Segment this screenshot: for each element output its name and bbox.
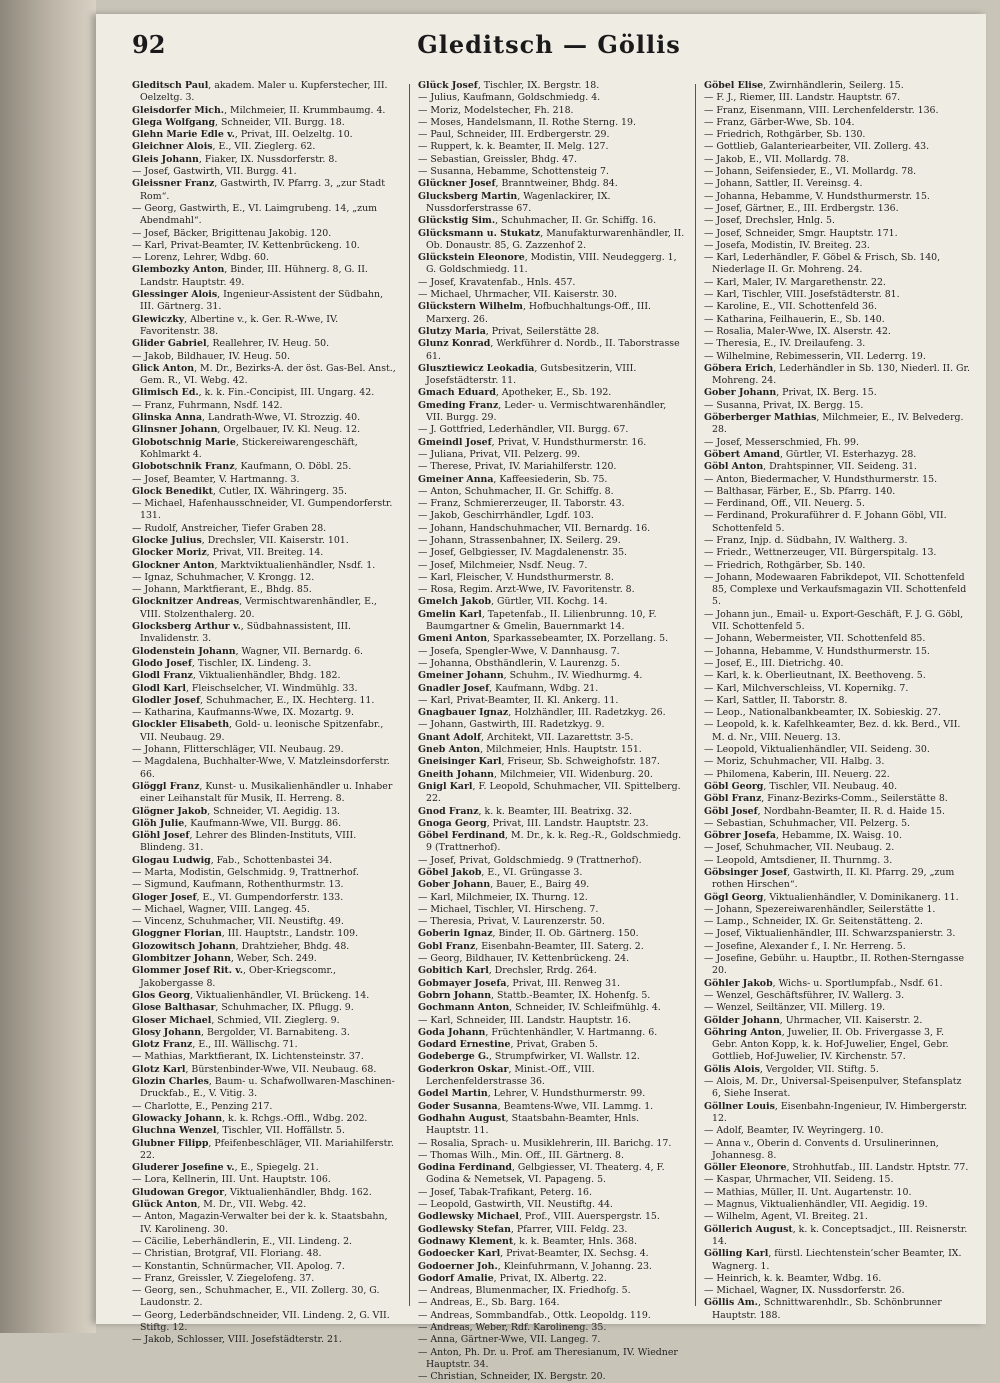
directory-entry: — Jakob, Schlosser, VIII. Josefstädterstr. 21. <box>132 1334 342 1346</box>
directory-entry: — Therese, Privat, IV. Mariahilferstr. 120. <box>418 461 617 473</box>
directory-entry: — Moriz, Schuhmacher, VII. Halbg. 3. <box>704 756 885 768</box>
directory-entry: — Susanna, Hebamme, Schottensteig 7. <box>418 166 609 178</box>
directory-entry: — Johann, Flitterschläger, VII. Neubaug. 29. <box>132 744 344 756</box>
directory-entry: — Josef, Kravatenfab., Hnls. 457. <box>418 276 576 288</box>
directory-entry: — Theresia, E., IV. Dreilaufeng. 3. <box>704 338 866 350</box>
directory-entry: Glöggl Franz, Kunst- u. Musikalienhändler u. Inhaber einer Leihanstalt für Musik, II. Herreng. 8. <box>132 780 393 805</box>
directory-entry: Göbl Josef, Nordbahn-Beamter, II. R. d. Haide 15. <box>704 805 945 817</box>
directory-entry: Göllis Am., Schnittwarenhdlr., Sb. Schönbrunner Hauptstr. 188. <box>704 1297 942 1321</box>
directory-entry: Glodl Karl, Fleischselcher, VI. Windmühlg. 33. <box>132 682 358 694</box>
directory-entry: — Josef, Viktualienhändler, III. Schwarzspanierstr. 3. <box>704 928 956 940</box>
directory-entry: Göbel Elise, Zwirnhändlerin, Seilerg. 15. <box>704 80 904 91</box>
directory-entry: Glücksmann u. Stukatz, Manufakturwarenhändler, II. Ob. Donaustr. 85, G. Zazzenhof 2. <box>418 227 685 251</box>
directory-entry: Gobmayer Josefa, Privat, III. Renweg 31. <box>418 977 621 989</box>
directory-entry: — Leopold, Gastwirth, VII. Neustiftg. 44. <box>418 1199 613 1211</box>
directory-entry: — Georg, sen., Schuhmacher, E., VII. Zollerg. 30, G. Laudonstr. 2. <box>132 1285 380 1309</box>
directory-entry: Gmeding Franz, Leder- u. Vermischtwarenhändler, VII. Burgg. 29. <box>418 399 667 424</box>
column-divider <box>409 84 410 1306</box>
directory-entry: — Michael, Wagner, IX. Nussdorferstr. 26. <box>704 1285 905 1297</box>
directory-entry: — Anna v., Oberin d. Convents d. Ursulinerinnen, Johannesg. 8. <box>704 1137 939 1161</box>
directory-entry: Glowacky Johann, k. k. Rchgs.-Offl., Wdbg. 202. <box>132 1112 368 1124</box>
directory-entry: Glucksberg Martin, Wagenlackirer, IX. Nussdorferstrasse 67. <box>418 190 611 214</box>
directory-entry: Glega Wolfgang, Schneider, VII. Burgg. 18. <box>132 116 345 128</box>
directory-entry: Glinska Anna, Landrath-Wwe, VI. Strozzig. 40. <box>132 412 361 424</box>
directory-entry: — Balthasar, Färber, E., Sb. Pfarrg. 140. <box>704 485 896 497</box>
directory-entry: Glocke Julius, Drechsler, VII. Kaiserstr. 101. <box>132 534 349 546</box>
directory-entry: Gögl Georg, Viktualienhändler, V. Dominikanerg. 11. <box>704 891 959 903</box>
directory-entry: Göbl Georg, Tischler, VII. Neubaug. 40. <box>704 780 898 792</box>
directory-entry: — Josef, Privat, Goldschmiedg. 9 (Trattnerhof). <box>418 854 642 866</box>
directory-entry: — Karl, Privat-Beamter, IV. Kettenbrückeng. 10. <box>132 239 360 251</box>
directory-entry: — Rosalia, Sprach- u. Musiklehrerin, III. Barichg. 17. <box>418 1137 672 1149</box>
directory-entry: Glocker Moriz, Privat, VII. Breiteg. 14. <box>132 547 324 559</box>
directory-entry: Glewiczky, Albertine v., k. Ger. R.-Wwe, IV. Favoritenstr. 38. <box>132 313 339 337</box>
directory-entry: Glodler Josef, Schuhmacher, E., IX. Hechterg. 11. <box>132 694 375 706</box>
directory-entry: Glommer Josef Rit. v., Ober-Kriegscomr., Jakobergasse 8. <box>132 965 336 989</box>
directory-entry: Glutzy Maria, Privat, Seilerstätte 28. <box>418 325 600 337</box>
directory-entry: — Vincenz, Schuhmacher, VII. Neustiftg. 49. <box>132 916 344 928</box>
directory-entry: — Josef, Schneider, Smgr. Hauptstr. 171. <box>704 227 898 239</box>
directory-entry: Glehn Marie Edle v., Privat, III. Oelzeltg. 10. <box>132 129 353 141</box>
directory-entry: Glosy Johann, Bergolder, VI. Barnabiteng. 3. <box>132 1026 350 1038</box>
directory-entry: — Friedr., Wettnerzeuger, VII. Bürgerspitalg. 13. <box>704 547 937 559</box>
directory-entry: — Karl, Milchverschleiss, VI. Kopernikg. 7. <box>704 682 909 694</box>
directory-entry: — Michael, Wagner, VIII. Langeg. 45. <box>132 903 310 915</box>
directory-entry: Gleisdorfer Mich., Milchmeier, II. Krummbaumg. 4. <box>132 104 386 116</box>
directory-entry: — Wilhelmine, Rebimesserin, VII. Lederrg. 19. <box>704 350 926 362</box>
directory-entry: — Wenzel, Geschäftsführer, IV. Wallerg. 3. <box>704 989 905 1001</box>
directory-entry: — Heinrich, k. k. Beamter, Wdbg. 16. <box>704 1272 882 1284</box>
directory-entry: — Kaspar, Uhrmacher, VII. Seideng. 15. <box>704 1174 894 1186</box>
directory-entry: — Karl, Sattler, II. Taborstr. 8. <box>704 694 848 706</box>
directory-entry: — Mathias, Marktfierant, IX. Lichtensteinstr. 37. <box>132 1051 364 1063</box>
directory-entry: — Theresia, Privat, V. Laurenzerstr. 50. <box>418 916 605 928</box>
directory-entry: Glotz Franz, E., III. Wällischg. 71. <box>132 1039 298 1051</box>
directory-entry: — Moriz, Modelstecher, Fh. 218. <box>418 104 574 116</box>
directory-entry: — Jakob, Bildhauer, IV. Heug. 50. <box>132 350 290 362</box>
directory-entry: Glockler Elisabeth, Gold- u. leonische Spitzenfabr., VII. Neubaug. 29. <box>132 719 384 743</box>
directory-entry: — Andreas, Sommbandfab., Ottk. Leopoldg. 119. <box>418 1309 651 1321</box>
directory-entry: — Philomena, Kaberin, III. Neuerg. 22. <box>704 768 890 780</box>
directory-entry: Göbera Erich, Lederhändler in Sb. 130, Niederl. II. Gr. Mohreng. 24. <box>704 362 970 387</box>
directory-entry: — Cäcilie, Leberhändlerin, E., VII. Lindeng. 2. <box>132 1235 353 1247</box>
directory-entry: Gobl Franz, Eisenbahn-Beamter, III. Saterg. 2. <box>418 940 644 952</box>
directory-entry: Gluderer Josefine v., E., Spiegelg. 21. <box>132 1162 319 1174</box>
directory-entry: Göbel Jakob, E., VI. Grüngasse 3. <box>418 867 583 878</box>
page-title: Gleditsch — Göllis <box>417 30 681 59</box>
directory-entry: Göbl Franz, Finanz-Bezirks-Comm., Seilerstätte 8. <box>704 793 948 805</box>
directory-entry: Godoerner Joh., Kleinfuhrmann, V. Johanng. 23. <box>418 1260 652 1272</box>
directory-entry: Gölder Johann, Uhrmacher, VII. Kaiserstr. 2. <box>704 1014 923 1026</box>
directory-entry: Gleissner Franz, Gastwirth, IV. Pfarrg. 3, „zur Stadt Rom“. <box>132 178 386 202</box>
directory-entry: Göhring Anton, Juwelier, II. Ob. Frivergasse 3, F. Gebr. Anton Kopp, k. k. Hof-Juwelier, Engel, Gebr. Gottlieb, Hof-Juwelier, IV. Kirchenstr. 57. <box>704 1026 949 1063</box>
directory-entry: Glückstern Wilhelm, Hofbuchhaltungs-Off., III. Marxerg. 26. <box>418 301 652 325</box>
directory-entry: Glodenstein Johann, Wagner, VII. Bernardg. 6. <box>132 645 364 657</box>
directory-entry: — Lamp., Schneider, IX. Gr. Seitenstätteng. 2. <box>704 916 924 928</box>
directory-entry: Gleis Johann, Fiaker, IX. Nussdorferstr. 8. <box>132 153 338 165</box>
directory-entry: Gmeiner Anna, Kaffeesiederin, Sb. 75. <box>418 473 608 485</box>
page-number: 92 <box>132 30 166 59</box>
directory-entry: Gneb Anton, Milchmeier, Hnls. Hauptstr. 151. <box>418 744 642 756</box>
directory-entry: Gmach Eduard, Apotheker, E., Sb. 192. <box>418 387 612 399</box>
directory-entry: Glückstein Eleonore, Modistin, VIII. Neudeggerg. 1, G. Goldschmiedg. 11. <box>418 252 677 276</box>
directory-entry: Gloser Michael, Schmied, VII. Zieglerg. 9. <box>132 1014 340 1026</box>
directory-entry: — Michael, Hafenhausschneider, VI. Gumpendorferstr. 131. <box>132 498 393 522</box>
directory-entry: Godard Ernestine, Privat, Graben 5. <box>418 1039 598 1051</box>
directory-entry: Göllerich August, k. k. Conceptsadjct., III. Reisnerstr. 14. <box>704 1223 968 1247</box>
directory-entry: Gober Johann, Bauer, E., Bairg 49. <box>418 879 590 891</box>
directory-entry: — Johann jun., Email- u. Export-Geschäft, F. J. G. Göbl, VII. Schottenfeld 5. <box>704 608 964 633</box>
column-left <box>132 80 400 1346</box>
directory-entry: Glück Josef, Tischler, IX. Bergstr. 18. <box>418 80 600 91</box>
directory-entry: Glimisch Ed., k. k. Fin.-Concipist, III. Ungarg. 42. <box>132 387 375 399</box>
directory-entry: Göbrer Josefa, Hebamme, IX. Waisg. 10. <box>704 830 902 842</box>
directory-entry: Gmeindl Josef, Privat, V. Hundsthurmerstr. 16. <box>418 436 647 448</box>
directory-entry: — Karl, Lederhändler, F. Göbel & Frisch, Sb. 140, Niederlage II. Gr. Mohreng. 24. <box>704 252 941 276</box>
directory-entry: — Karl, Fleischer, V. Hundsthurmerstr. 8. <box>418 571 614 583</box>
directory-entry: — Karl, Privat-Beamter, II. Kl. Ankerg. 11. <box>418 694 619 706</box>
directory-entry: — Johann, Marktfierant, E., Bhdg. 85. <box>132 584 312 596</box>
directory-entry: — Josef, Messerschmied, Fh. 99. <box>704 436 859 448</box>
directory-entry: — Georg, Lederbändschneider, VII. Lindeng. 2, G. VII. Stiftg. 12. <box>132 1309 390 1333</box>
directory-entry: — Mathias, Müller, II. Unt. Augartenstr. 10. <box>704 1186 912 1198</box>
directory-entry: — Friedrich, Rothgärber, Sb. 140. <box>704 559 866 571</box>
directory-entry: — Marta, Modistin, Gelschmidg. 9, Trattnerhof. <box>132 867 359 878</box>
directory-entry: Gnod Franz, k. k. Beamter, III. Beatrixg. 32. <box>418 805 632 817</box>
directory-entry: — Michael, Tischler, VI. Hirscheng. 7. <box>418 903 599 915</box>
directory-entry: — Leopold, k. k. Kafelhkeamter, Bez. d. kk. Berd., VII. M. d. Nr., VIII. Neuerg. 13. <box>704 719 961 743</box>
directory-entry: Glock Benedikt, Cutler, IX. Währingerg. 35. <box>132 485 348 497</box>
directory-entry: Glunz Konrad, Werkführer d. Nordb., II. Taborstrasse 61. <box>418 338 680 362</box>
directory-entry: Göbert Amand, Gürtler, VI. Esterhazyg. 28. <box>704 448 917 460</box>
directory-entry: — Josef, Gärtner, E., III. Erdbergstr. 136. <box>704 202 899 214</box>
directory-entry: — Johanna, Hebamme, V. Hundsthurmerstr. 15. <box>704 190 930 202</box>
directory-entry: — Josef, Schuhmacher, VII. Neubaug. 2. <box>704 842 895 854</box>
directory-entry: — Ferdinand, Prokuraführer d. F. Johann Göbl, VII. Schottenfeld 5. <box>704 510 947 534</box>
directory-entry: Globotschnik Franz, Kaufmann, O. Döbl. 25. <box>132 461 352 473</box>
directory-entry: Glotz Karl, Bürstenbinder-Wwe, VII. Neubaug. 68. <box>132 1063 377 1075</box>
directory-entry: — Johann, Spezereiwarenhändler, Seilerstätte 1. <box>704 903 936 915</box>
directory-entry: — Josef, Gelbgiesser, IV. Magdalenenstr. 35. <box>418 547 628 559</box>
directory-entry: — Charlotte, E., Penzing 217. <box>132 1100 273 1112</box>
directory-entry: Glessinger Alois, Ingenieur-Assistent der Südbahn, III. Gärtnerg. 31. <box>132 289 384 313</box>
directory-entry: Glocksberg Arthur v., Südbahnassistent, III. Invalidenstr. 3. <box>132 621 352 645</box>
directory-entry: — Leop., Nationalbankbeamter, IX. Sobieskig. 27. <box>704 707 941 719</box>
directory-entry: — Josef, E., III. Dietrichg. 40. <box>704 657 844 669</box>
directory-entry: — Leopold, Amtsdiener, II. Thurnmg. 3. <box>704 854 893 866</box>
directory-entry: Glodo Josef, Tischler, IX. Lindeng. 3. <box>132 657 312 669</box>
directory-entry: — Christian, Brotgraf, VII. Floriang. 48. <box>132 1248 322 1260</box>
directory-entry: Gluchna Wenzel, Tischler, VII. Hoffällstr. 5. <box>132 1125 345 1137</box>
directory-entry: — Georg, Gastwirth, E., VI. Laimgrubeng. 14, „zum Abendmahl“. <box>132 202 378 227</box>
directory-entry: — Lorenz, Lehrer, Wdbg. 60. <box>132 252 269 264</box>
directory-entry: — Michael, Uhrmacher, VII. Kaiserstr. 30. <box>418 289 617 301</box>
directory-entry: Glöhl Josef, Lehrer des Blinden-Instituts, VIII. Blindeng. 31. <box>132 830 357 854</box>
directory-entry: — F. J., Riemer, III. Landstr. Hauptstr. 67. <box>704 92 901 104</box>
directory-entry: Glider Gabriel, Reallehrer, IV. Heug. 50. <box>132 338 330 350</box>
column-divider <box>695 84 696 1306</box>
directory-entry: Glückstig Sim., Schuhmacher, II. Gr. Schiffg. 16. <box>418 215 657 227</box>
page-header <box>132 30 966 66</box>
directory-entry: — Sebastian, Greissler, Bhdg. 47. <box>418 153 577 165</box>
directory-entry: Göbsinger Josef, Gastwirth, II. Kl. Pfarrg. 29, „zum rothen Hirschen“. <box>704 867 955 891</box>
directory-entry: Gmeiner Johann, Schuhm., IV. Wiedhurmg. 4. <box>418 670 643 682</box>
directory-entry: Goberin Ignaz, Binder, II. Ob. Gärtnerg. 150. <box>418 928 639 940</box>
directory-entry: — Anton, Ph. Dr. u. Prof. am Theresianum, IV. Wiedner Hauptstr. 34. <box>418 1346 678 1370</box>
directory-entry: — Franz, Eisenmann, VIII. Lerchenfelderstr. 136. <box>704 104 939 116</box>
directory-entry: — Josefine, Gebühr. u. Hauptbr., II. Rothen-Sterngasse 20. <box>704 953 965 977</box>
entry-columns <box>132 80 972 1383</box>
directory-entry: Göberberger Mathias, Milchmeier, E., IV. Belvederg. 28. <box>704 412 964 436</box>
directory-entry: — Johanna, Hebamme, V. Hundsthurmerstr. 15. <box>704 645 930 657</box>
directory-entry: — Josef, Milchmeier, Nsdf. Neug. 7. <box>418 559 588 571</box>
directory-entry: Gober Johann, Privat, IX. Berg. 15. <box>704 387 877 399</box>
directory-entry: — Julius, Kaufmann, Goldschmiedg. 4. <box>418 92 601 104</box>
directory-entry: — Josef, Beamter, V. Hartmanng. 3. <box>132 473 300 485</box>
directory-entry: — Franz, Greissler, V. Ziegelofeng. 37. <box>132 1272 315 1284</box>
directory-entry: — Susanna, Privat, IX. Bergg. 15. <box>704 399 864 411</box>
directory-entry: Gnadler Josef, Kaufmann, Wdbg. 21. <box>418 682 599 694</box>
directory-entry: — Johann, Modewaaren Fabrikdepot, VII. Schottenfeld 85, Complexe und Verkaufsmagazin VII. Schottenfeld 5. <box>704 571 967 608</box>
directory-entry: — Andreas, Weber, Rdf. Karolineng. 35. <box>418 1321 607 1333</box>
directory-entry: — Katharina, Kaufmanns-Wwe, IX. Mozartg. 9. <box>132 707 354 719</box>
directory-entry: — Sigmund, Kaufmann, Rothenthurmstr. 13. <box>132 879 344 891</box>
directory-entry: — Josefa, Spengler-Wwe, V. Dannhausg. 7. <box>418 645 620 657</box>
directory-entry: Gleichner Alois, E., VII. Zieglerg. 62. <box>132 141 316 153</box>
directory-entry: — Moses, Handelsmann, II. Rothe Sterng. 19. <box>418 116 636 128</box>
directory-entry: — Franz, Fuhrmann, Nsdf. 142. <box>132 399 283 411</box>
directory-entry: — Johann, Sattler, II. Vereinsg. 4. <box>704 178 863 190</box>
directory-entry: Goda Johann, Früchtenhändler, V. Hartmanng. 6. <box>418 1026 658 1038</box>
directory-entry: Glubner Filipp, Pfeifenbeschläger, VII. Mariahilferstr. 22. <box>132 1137 394 1161</box>
directory-entry: Godhahn August, Staatsbahn-Beamter, Hnls. Hauptstr. 11. <box>418 1112 640 1137</box>
directory-entry: Gobrn Johann, Stattb.-Beamter, IX. Hohenfg. 5. <box>418 989 651 1001</box>
directory-entry: Gölling Karl, fürstl. Liechtenstein’scher Beamter, IX. Wagnerg. 1. <box>704 1248 962 1272</box>
column-right <box>704 80 972 1321</box>
directory-entry: — Johann, Webermeister, VII. Schottenfeld 85. <box>704 633 926 645</box>
book-spine-edge <box>0 0 96 1333</box>
directory-entry: — Wilhelm, Agent, VI. Breiteg. 21. <box>704 1211 868 1223</box>
directory-entry: Glinsner Johann, Orgelbauer, IV. Kl. Neug. 12. <box>132 424 361 436</box>
directory-entry: Glodl Franz, Viktualienhändler, Bhdg. 182. <box>132 670 341 682</box>
directory-entry: Gochmann Anton, Schneider, IV. Schleifmühlg. 4. <box>418 1002 661 1014</box>
directory-entry: — Karl, Milchmeier, IX. Thurng. 12. <box>418 891 588 903</box>
directory-entry: — Johann, Strassenbahner, IX. Seilerg. 29. <box>418 534 621 546</box>
directory-entry: — Anton, Magazin-Verwalter bei der k. k. Staatsbahn, IV. Karolineng. 30. <box>132 1211 388 1235</box>
directory-entry: — Josef, Gastwirth, VII. Burgg. 41. <box>132 166 297 178</box>
directory-entry: Gloggner Florian, III. Hauptstr., Landstr. 109. <box>132 928 359 940</box>
directory-entry: — Karoline, E., VII. Schottenfeld 36. <box>704 301 877 313</box>
directory-entry: Glockner Anton, Marktviktualienhändler, Nsdf. 1. <box>132 559 376 571</box>
directory-entry: Glose Balthasar, Schuhmacher, IX. Pflugg. 9. <box>132 1002 354 1014</box>
directory-entry: Godel Martin, Lehrer, V. Hundsthurmerstr. 99. <box>418 1088 646 1100</box>
directory-entry: — Anna, Gärtner-Wwe, VII. Langeg. 7. <box>418 1334 601 1346</box>
directory-entry: — Wenzel, Seiltänzer, VII. Millerg. 19. <box>704 1002 886 1014</box>
directory-entry: — Sebastian, Schuhmacher, VII. Pelzerg. 5. <box>704 817 911 829</box>
directory-entry: Glozowitsch Johann, Drahtzieher, Bhdg. 48. <box>132 940 350 952</box>
directory-entry: — Ferdinand, Off., VII. Neuerg. 5. <box>704 498 865 510</box>
directory-entry: Gnigl Karl, F. Leopold, Schuhmacher, VII. Spittelberg. 22. <box>418 780 681 805</box>
directory-entry: — Georg, Bildhauer, IV. Kettenbrückeng. 24. <box>418 953 630 965</box>
directory-entry: — Josef, Drechsler, Hnlg. 5. <box>704 215 835 227</box>
directory-entry: Gludowan Gregor, Viktualienhändler, Bhdg. 162. <box>132 1186 372 1198</box>
directory-entry: — Alois, M. Dr., Universal-Speisenpulver, Stefansplatz 6, Siehe Inserat. <box>704 1076 962 1100</box>
directory-entry: Gmeni Anton, Sparkassebeamter, IX. Porzellang. 5. <box>418 633 669 645</box>
directory-entry: — Andreas, E., Sb. Barg. 164. <box>418 1297 560 1309</box>
directory-entry: — Karl, k. k. Oberlieutnant, IX. Beethoveng. 5. <box>704 670 926 682</box>
directory-entry: — Karl, Maler, IV. Margarethenstr. 22. <box>704 276 886 288</box>
directory-entry: — Josef, Tabak-Trafikant, Peterg. 16. <box>418 1186 592 1198</box>
directory-entry: — Christian, Schneider, IX. Bergstr. 20. <box>418 1371 606 1383</box>
directory-entry: Globotschnig Marie, Stickereiwarengeschäft, Kohlmarkt 4. <box>132 436 358 460</box>
directory-entry: Glusztiewicz Leokadia, Gutsbesitzerin, VIII. Josefstädterstr. 11. <box>418 362 637 387</box>
directory-entry: — Josefa, Modistin, IV. Breiteg. 23. <box>704 239 870 251</box>
directory-entry: — Gottlieb, Galanteriearbeiter, VII. Zollerg. 43. <box>704 141 930 153</box>
directory-entry: — Ignaz, Schuhmacher, V. Krongg. 12. <box>132 571 315 583</box>
directory-entry: — Johann, Seifensieder, E., VI. Mollardg. 78. <box>704 166 917 178</box>
directory-entry: Glocknitzer Andreas, Vermischtwarenhändler, E., VIII. Stolzenthalerg. 20. <box>132 596 377 620</box>
directory-entry: Glückner Josef, Branntweiner, Bhdg. 84. <box>418 178 618 190</box>
directory-entry: Göbel Ferdinand, M. Dr., k. k. Reg.-R., Goldschmiedg. 9 (Trattnerhof). <box>418 830 682 854</box>
directory-entry: Glick Anton, M. Dr., Bezirks-A. der öst. Gas-Bel. Anst., Gem. R., VI. Webg. 42. <box>132 362 396 387</box>
directory-entry: Göhler Jakob, Wichs- u. Sportlumpfab., Nsdf. 61. <box>704 977 943 989</box>
directory-entry: Gmelin Karl, Tapetenfab., II. Lilienbrunng. 10, F. Baumgartner & Gmelin, Bauernmarkt 14. <box>418 608 657 633</box>
directory-entry: Glombitzer Johann, Weber, Sch. 249. <box>132 953 317 965</box>
directory-entry: — Josef, Bäcker, Brigittenau Jakobig. 120. <box>132 227 332 239</box>
directory-entry: Glogau Ludwig, Fab., Schottenbastei 34. <box>132 854 333 866</box>
directory-entry: — Johann, Gastwirth, III. Radetzkyg. 9. <box>418 719 605 731</box>
directory-entry: Gnoga Georg, Privat, III. Landstr. Hauptstr. 23. <box>418 817 649 829</box>
directory-entry: Goderkron Oskar, Minist.-Off., VIII. Lerchenfelderstrasse 36. <box>418 1063 595 1088</box>
directory-entry: Godnawy Klement, k. k. Beamter, Hnls. 368. <box>418 1235 637 1247</box>
directory-entry: Gneisinger Karl, Friseur, Sb. Schweighofstr. 187. <box>418 756 660 768</box>
directory-entry: Gneith Johann, Milchmeier, VII. Widenburg. 20. <box>418 768 653 780</box>
directory-entry: — Jakob, Geschirrhändler, Lgdf. 103. <box>418 510 594 522</box>
directory-entry: — Rudolf, Anstreicher, Tiefer Graben 28. <box>132 522 327 534</box>
directory-entry: — Magdalena, Buchhalter-Wwe, V. Matzleinsdorferstr. 66. <box>132 756 390 780</box>
directory-entry: — Katharina, Feilhauerin, E., Sb. 140. <box>704 313 885 325</box>
directory-entry: Gloger Josef, E., VI. Gumpendorferstr. 133. <box>132 891 344 903</box>
directory-entry: Gnagbauer Ignaz, Holzhändler, III. Radetzkyg. 26. <box>418 707 666 719</box>
directory-entry: — Paul, Schneider, III. Erdbergerstr. 29. <box>418 129 610 141</box>
directory-entry: Gleditsch Paul, akadem. Maler u. Kupferstecher, III. Oelzeltg. 3. <box>132 80 388 104</box>
directory-entry: — Lora, Kellnerin, III. Unt. Hauptstr. 106. <box>132 1174 331 1186</box>
directory-entry: Gölis Alois, Vergolder, VII. Stiftg. 5. <box>704 1063 879 1075</box>
directory-entry: — Anton, Biedermacher, V. Hundsthurmerstr. 15. <box>704 473 938 485</box>
directory-entry: — Adolf, Beamter, IV. Weyringerg. 10. <box>704 1125 884 1137</box>
directory-entry: Godorf Amalie, Privat, IX. Albertg. 22. <box>418 1272 607 1284</box>
directory-entry: Gmelch Jakob, Gürtler, VII. Kochg. 14. <box>418 596 608 608</box>
directory-entry: — Rosa, Regim. Arzt-Wwe, IV. Favoritenstr. 8. <box>418 584 635 596</box>
directory-entry: Göbl Anton, Drahtspinner, VII. Seideng. 31. <box>704 461 917 473</box>
directory-entry: — Johanna, Obsthändlerin, V. Laurenzg. 5. <box>418 657 620 669</box>
directory-entry: — Anton, Schuhmacher, II. Gr. Schiffg. 8. <box>418 485 614 497</box>
directory-entry: — Leopold, Viktualienhändler, VII. Seideng. 30. <box>704 744 930 756</box>
directory-entry: — J. Gottfried, Lederhändler, VII. Burgg. 67. <box>418 424 629 436</box>
directory-entry: Glögner Jakob, Schneider, VI. Aegidig. 13. <box>132 805 341 817</box>
directory-entry: Glembozky Anton, Binder, III. Hühnerg. 8, G. II. Landstr. Hauptstr. 49. <box>132 264 368 288</box>
directory-entry: Glück Anton, M. Dr., VII. Webg. 42. <box>132 1199 307 1211</box>
directory-entry: — Friedrich, Rothgärber, Sb. 130. <box>704 129 866 141</box>
directory-entry: Godina Ferdinand, Gelbgiesser, VI. Theaterg. 4, F. Godina & Nemetsek, VI. Papageng. 5. <box>418 1162 665 1186</box>
directory-entry: — Johann, Handschuhmacher, VII. Bernardg. 16. <box>418 522 651 534</box>
directory-entry: — Andreas, Blumenmacher, IX. Friedhofg. 5. <box>418 1285 631 1297</box>
directory-entry: Gnant Adolf, Architekt, VII. Lazarettstr. 3-5. <box>418 731 634 743</box>
directory-entry: Glozin Charles, Baum- u. Schafwollwaren-Maschinen-Druckfab., E., V. Vitig. 3. <box>132 1076 395 1100</box>
directory-entry: Godlewsky Stefan, Pfarrer, VIII. Feldg. 23. <box>418 1223 628 1235</box>
directory-entry: — Franz, Injp. d. Südbahn, IV. Waltherg. 3. <box>704 534 908 546</box>
directory-entry: — Karl, Tischler, VIII. Josefstädterstr. 81. <box>704 289 900 301</box>
directory-entry: Göllner Louis, Eisenbahn-Ingenieur, IV. Himbergerstr. 12. <box>704 1100 968 1124</box>
directory-entry: — Ruppert, k. k. Beamter, II. Melg. 127. <box>418 141 609 153</box>
directory-page <box>96 14 986 1383</box>
column-middle <box>418 80 686 1383</box>
directory-entry: — Franz, Gärber-Wwe, Sb. 104. <box>704 116 855 128</box>
directory-entry: Gobitich Karl, Drechsler, Rrdg. 264. <box>418 965 597 977</box>
directory-entry: Godlewsky Michael, Prof., VIII. Auerspergstr. 15. <box>418 1211 660 1223</box>
directory-entry: Godoecker Karl, Privat-Beamter, IX. Sechsg. 4. <box>418 1248 649 1260</box>
directory-entry: Göller Eleonore, Strohhutfab., III. Landstr. Hptstr. 77. <box>704 1162 969 1174</box>
directory-entry: — Franz, Schmiererzeuger, II. Taborstr. 43. <box>418 498 625 510</box>
directory-entry: — Juliana, Privat, VII. Pelzerg. 99. <box>418 448 581 460</box>
directory-entry: Glöh Julie, Kaufmann-Wwe, VII. Burgg. 86. <box>132 817 342 829</box>
directory-entry: Glos Georg, Viktualienhändler, VI. Brückeng. 14. <box>132 989 370 1001</box>
directory-entry: Goder Susanna, Beamtens-Wwe, VII. Lammg. 1. <box>418 1100 654 1112</box>
directory-entry: — Konstantin, Schnürmacher, VII. Apolog. 7. <box>132 1260 345 1272</box>
directory-entry: — Magnus, Viktualienhändler, VII. Aegidig. 19. <box>704 1199 928 1211</box>
directory-entry: — Jakob, E., VII. Mollardg. 78. <box>704 153 850 165</box>
directory-entry: — Rosalia, Maler-Wwe, IX. Alserstr. 42. <box>704 325 891 337</box>
directory-entry: — Josefine, Alexander f., I. Nr. Herreng. 5. <box>704 940 906 952</box>
directory-entry: — Karl, Schneider, III. Landstr. Hauptstr. 16. <box>418 1014 632 1026</box>
directory-entry: — Thomas Wilh., Min. Off., III. Gärtnerg. 8. <box>418 1149 624 1161</box>
directory-entry: Godeberge G., Strumpfwirker, VI. Wallstr. 12. <box>418 1051 640 1063</box>
